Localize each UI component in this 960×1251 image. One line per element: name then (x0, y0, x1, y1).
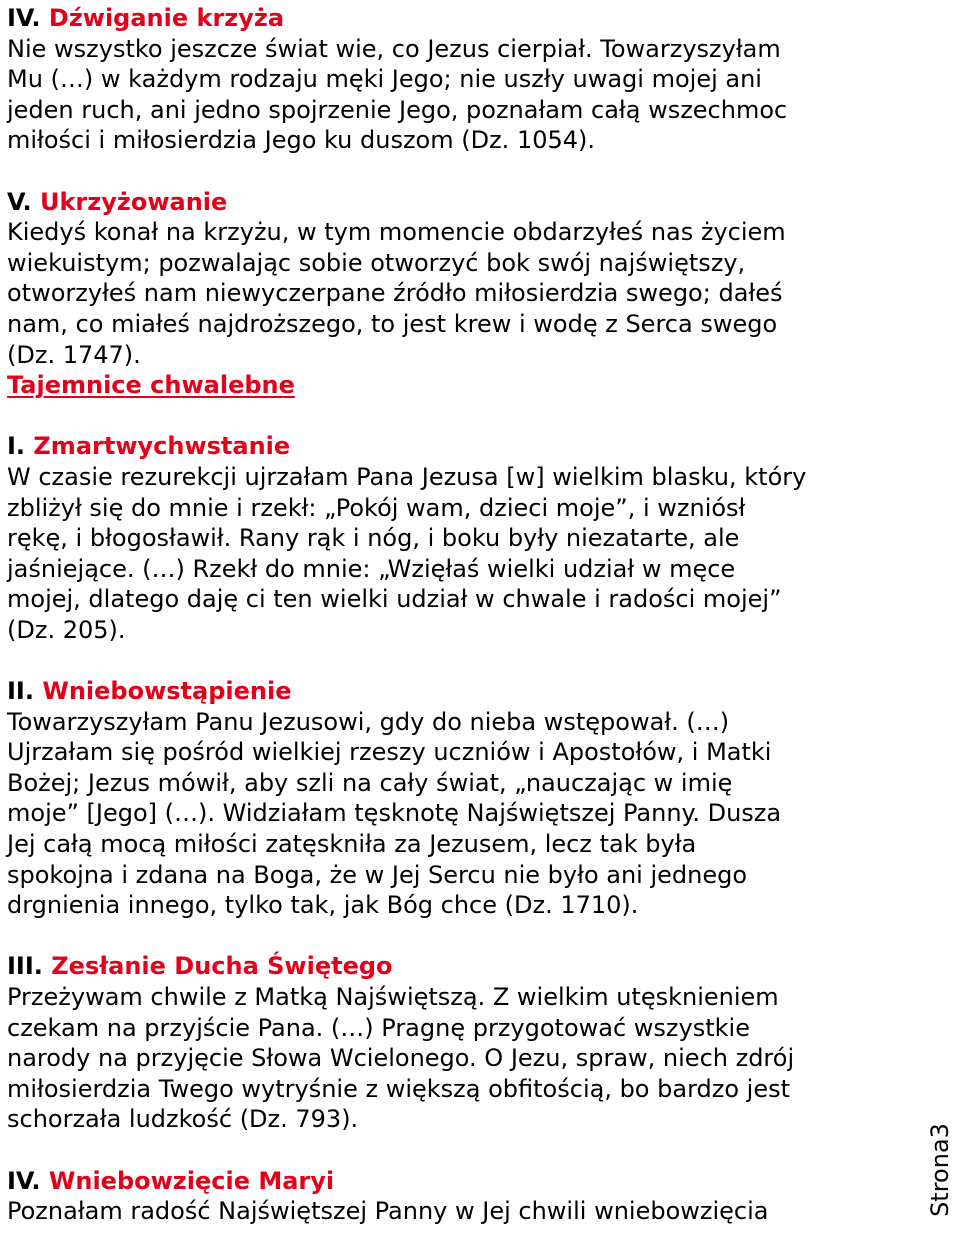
section-heading (7, 1166, 912, 1197)
paragraph-line: Nie wszystko jeszcze świat wie, co Jezus cierpiał. Towarzyszyłam (7, 34, 781, 63)
paragraph-line: Przeżywam chwile z Matką Najświętszą. Z wielkim utęsknieniem (7, 983, 779, 1011)
paragraph-line: nam, co miałeś najdroższego, to jest krew i wodę z Serca swego (7, 309, 778, 338)
spacer (7, 156, 912, 187)
paragraph-line: spokojna i zdana na Boga, że w Jej Sercu nie było ani jednego (7, 860, 748, 889)
paragraph-line: Jej całą mocą miłości zatęskniła za Jezusem, lecz tak była (7, 830, 697, 859)
paragraph-line: (Dz. 1747). (7, 340, 141, 369)
paragraph-line: moje” [Jego] (…). Widziałam tęsknotę Najświętszej Panny. Dusza (7, 799, 782, 828)
paragraph-line: jeden ruch, ani jedno spojrzenie Jego, poznałam całą wszechmoc (7, 95, 788, 124)
section-heading (7, 3, 912, 34)
paragraph-line: czekam na przyjście Pana. (…) Pragnę przygotować wszystkie (7, 1013, 750, 1042)
spacer (7, 645, 912, 676)
section-title: Zmartwychwstanie (33, 432, 291, 461)
paragraph-line: wiekuistym; pozwalając sobie otworzyć bok swój najświętszy, (7, 248, 746, 277)
glorious-mysteries-heading[interactable]: Tajemnice chwalebne (7, 371, 295, 400)
paragraph-line: Bożej; Jezus mówił, aby szli na cały świat, „nauczając w imię (7, 768, 733, 797)
paragraph-line: mojej, dlatego daję ci ten wielki udział w chwale i radości mojej” (7, 585, 782, 614)
section-numeral: IV. (7, 4, 41, 32)
section-sorrowful-4 (7, 3, 912, 156)
page-number (920, 1120, 960, 1220)
page-number-label: Strona3 (926, 1123, 954, 1217)
paragraph-line: W czasie rezurekcji ujrzałam Pana Jezusa [w] wielkim blasku, który (7, 462, 807, 491)
paragraph-line: Ujrzałam się pośród wielkiej rzeszy uczniów i Apostołów, i Matki (7, 738, 772, 767)
spacer (7, 401, 912, 432)
section-glorious-2 (7, 676, 912, 921)
section-glorious-1 (7, 431, 912, 645)
paragraph-line: jaśniejące. (…) Rzekł do mnie: „Wzięłaś wielki udział w męce (7, 554, 736, 583)
section-glorious-3 (7, 951, 912, 1135)
paragraph-line: otworzyłeś nam niewyczerpane źródło miłosierdzia swego; dałeś (7, 279, 783, 308)
section-sorrowful-5 (7, 187, 912, 371)
paragraph-line: Towarzyszyłam Panu Jezusowi, gdy do nieba wstępował. (…) (7, 707, 730, 736)
section-title: Ukrzyżowanie (39, 187, 228, 216)
section-numeral: II. (7, 677, 34, 706)
paragraph-line: Poznałam radość Najświętszej Panny w Jej chwili wniebowzięcia (7, 1197, 769, 1226)
spacer (7, 921, 912, 952)
paragraph-line: miłości i miłosierdzia Jego ku duszom (Dz. 1054). (7, 126, 596, 155)
section-heading (7, 187, 912, 218)
paragraph-line: miłosierdzia Twego wytryśnie z większą obfitością, bo bardzo jest (7, 1074, 790, 1103)
paragraph-line: drgnienia innego, tylko tak, jak Bóg chce (Dz. 1710). (7, 891, 639, 920)
section-numeral: III. (7, 952, 43, 981)
section-title: Wniebowstąpienie (42, 677, 292, 706)
section-numeral: V. (7, 187, 32, 216)
paragraph-line: Mu (…) w każdym rodzaju męki Jego; nie uszły uwagi mojej ani (7, 65, 762, 94)
section-title: Wniebowzięcie Maryi (48, 1166, 335, 1195)
paragraph-line: zbliżył się do mnie i rzekł: „Pokój wam, dzieci moje”, i wzniósł (7, 493, 746, 522)
paragraph-line: Kiedyś konał na krzyżu, w tym momencie obdarzyłeś nas życiem (7, 218, 786, 247)
spacer (7, 1135, 912, 1166)
section-heading (7, 951, 912, 982)
section-title: Dźwiganie krzyża (48, 4, 285, 32)
document-page (7, 3, 912, 1227)
paragraph-line: rękę, i błogosławił. Rany rąk i nóg, i boku były niezatarte, ale (7, 524, 740, 553)
paragraph-line: (Dz. 205). (7, 615, 126, 644)
glorious-mysteries-heading-row (7, 370, 912, 401)
section-numeral: IV. (7, 1166, 41, 1195)
section-numeral: I. (7, 432, 26, 461)
paragraph-line: narody na przyjęcie Słowa Wcielonego. O Jezu, spraw, niech zdrój (7, 1044, 795, 1073)
section-title: Zesłanie Ducha Świętego (51, 952, 393, 981)
section-glorious-4 (7, 1166, 912, 1227)
section-heading (7, 431, 912, 462)
section-heading (7, 676, 912, 707)
paragraph-line: schorzała ludzkość (Dz. 793). (7, 1105, 359, 1134)
